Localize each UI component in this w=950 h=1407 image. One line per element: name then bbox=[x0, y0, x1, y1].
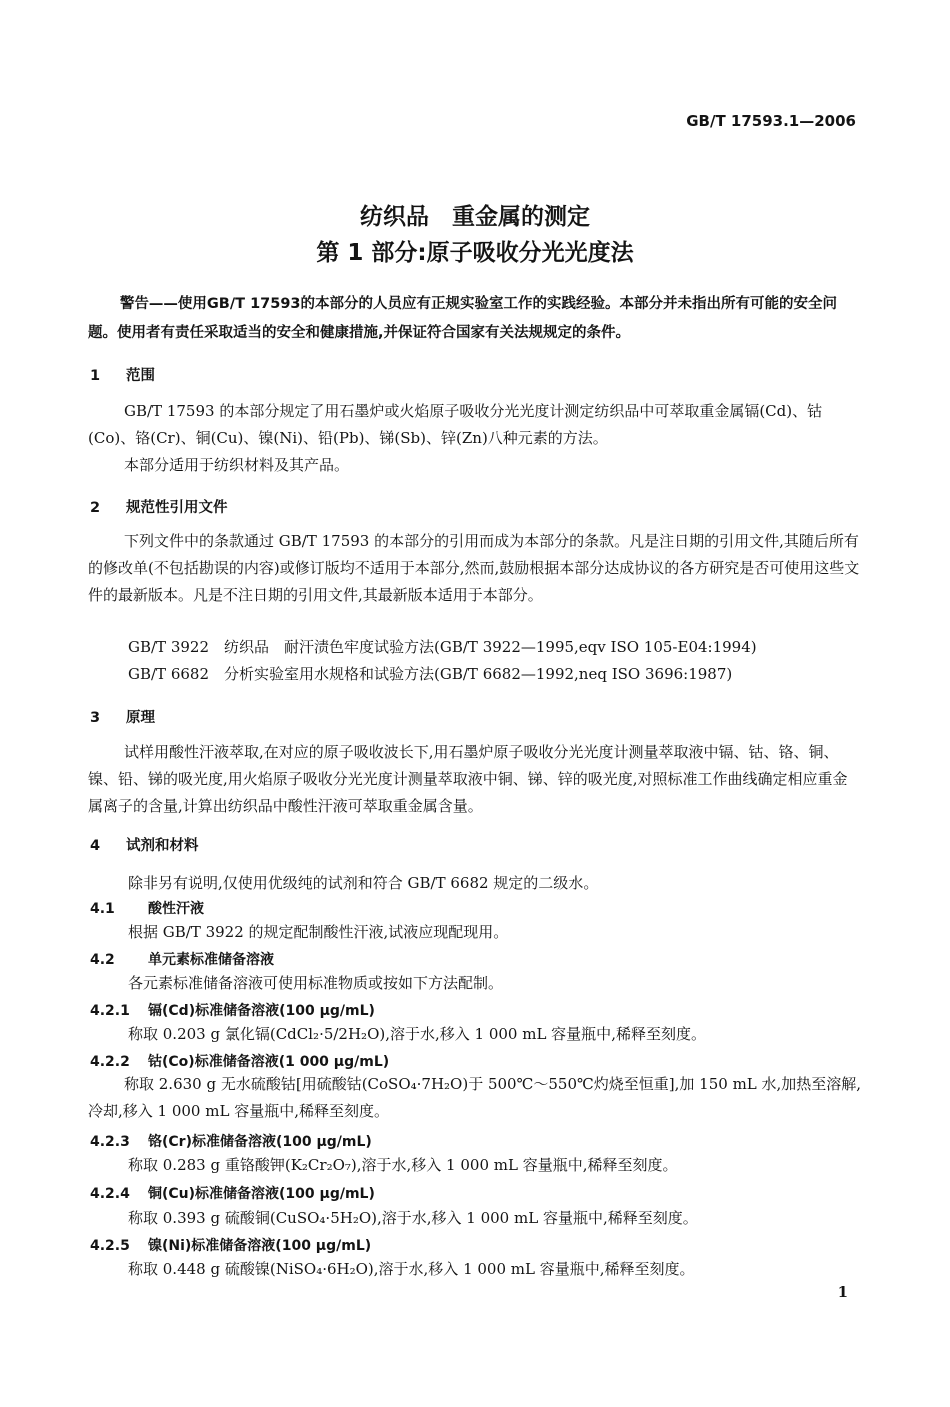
section-2-heading bbox=[90, 496, 228, 517]
subsection-number: 4.2.5 bbox=[90, 1238, 130, 1254]
section-title: 规范性引用文件 bbox=[126, 500, 228, 516]
subsection-number: 4.2 bbox=[90, 952, 115, 968]
scope-applicability: 本部分适用于纺织材料及其产品。 bbox=[124, 456, 350, 474]
section-1-heading bbox=[90, 364, 155, 385]
doc-title: 纺织品 重金属的测定 bbox=[360, 204, 590, 230]
subsection-number: 4.2.2 bbox=[90, 1054, 130, 1070]
section-title: 原理 bbox=[126, 710, 155, 726]
subsection-4-2-3-text: 称取 0.283 g 重铬酸钾(K₂Cr₂O₇),溶于水,移入 1 000 mL 容量瓶中,稀释至刻度。 bbox=[128, 1156, 678, 1174]
subsection-number: 4.2.4 bbox=[90, 1186, 130, 1202]
doc-subtitle: 第 1 部分:原子吸收分光光度法 bbox=[316, 240, 634, 266]
reference-gbt6682: GB/T 6682 分析实验室用水规格和试验方法(GB/T 6682—1992,neq ISO 3696:1987) bbox=[128, 665, 733, 683]
subsection-4-2-4-text: 称取 0.393 g 硫酸铜(CuSO₄·5H₂O),溶于水,移入 1 000 mL 容量瓶中,稀释至刻度。 bbox=[128, 1209, 698, 1227]
subsection-4-2-4-heading bbox=[90, 1183, 375, 1203]
section-number: 1 bbox=[90, 368, 101, 384]
page-number: 1 bbox=[837, 1283, 848, 1301]
section-title: 试剂和材料 bbox=[126, 838, 199, 854]
subsection-title: 镍(Ni)标准储备溶液(100 μg/mL) bbox=[148, 1238, 372, 1254]
scope-paragraph: GB/T 17593 的本部分规定了用石墨炉或火焰原子吸收分光光度计测定纺织品中可萃取重金属镉(Cd)、钴(Co)、铬(Cr)、铜(Cu)、镍(Ni)、铅(Pb)、锑(Sb)、锌(Zn)八种元素的方法。 bbox=[88, 402, 823, 447]
subsection-number: 4.2.1 bbox=[90, 1003, 130, 1019]
reagents-intro: 除非另有说明,仅使用优级纯的试剂和符合 GB/T 6682 规定的二级水。 bbox=[128, 874, 599, 892]
subsection-4-1-heading bbox=[90, 898, 204, 918]
standard-number: GB/T 17593.1—2006 bbox=[686, 112, 856, 130]
references-paragraph: 下列文件中的条款通过 GB/T 17593 的本部分的引用而成为本部分的条款。凡是注日期的引用文件,其随后所有的修改单(不包括勘误的内容)或修订版均不适用于本部分,然而,鼓励根据本部分达成协议的各方研究是否可使用这些文件的最新版本。凡是不注日期的引用文件,其最新版本适用于本部分。 bbox=[88, 532, 860, 604]
subsection-number: 4.1 bbox=[90, 901, 115, 917]
subsection-4-2-2-heading bbox=[90, 1051, 389, 1071]
section-4-heading bbox=[90, 834, 199, 855]
subsection-4-1-text: 根据 GB/T 3922 的规定配制酸性汗液,试液应现配现用。 bbox=[128, 923, 509, 941]
warning-paragraph: 警告——使用GB/T 17593的本部分的人员应有正规实验室工作的实践经验。本部分并未指出所有可能的安全问题。使用者有责任采取适当的安全和健康措施,并保证符合国家有关法规规定的条件。 bbox=[88, 296, 838, 341]
section-number: 4 bbox=[90, 838, 101, 854]
subsection-4-2-text: 各元素标准储备溶液可使用标准物质或按如下方法配制。 bbox=[128, 974, 504, 992]
subsection-4-2-5-heading bbox=[90, 1235, 371, 1255]
subsection-4-2-2-text: 称取 2.630 g 无水硫酸钴[用硫酸钴(CoSO₄·7H₂O)于 500℃～550℃灼烧至恒重],加 150 mL 水,加热至溶解,冷却,移入 1 000 mL 容量瓶中,稀释至刻度。 bbox=[88, 1075, 862, 1120]
subsection-title: 铬(Cr)标准储备溶液(100 μg/mL) bbox=[148, 1134, 372, 1150]
subsection-number: 4.2.3 bbox=[90, 1134, 130, 1150]
subsection-title: 铜(Cu)标准储备溶液(100 μg/mL) bbox=[148, 1186, 375, 1202]
subsection-4-2-heading bbox=[90, 949, 274, 969]
section-number: 3 bbox=[90, 710, 101, 726]
section-title: 范围 bbox=[126, 368, 155, 384]
section-number: 2 bbox=[90, 500, 101, 516]
subsection-title: 镉(Cd)标准储备溶液(100 μg/mL) bbox=[148, 1003, 375, 1019]
subsection-4-2-3-heading bbox=[90, 1131, 372, 1151]
reference-gbt3922: GB/T 3922 纺织品 耐汗渍色牢度试验方法(GB/T 3922—1995,eqv ISO 105-E04:1994) bbox=[128, 638, 757, 656]
subsection-4-2-1-heading bbox=[90, 1000, 375, 1020]
subsection-4-2-1-text: 称取 0.203 g 氯化镉(CdCl₂·5/2H₂O),溶于水,移入 1 000 mL 容量瓶中,稀释至刻度。 bbox=[128, 1025, 706, 1043]
subsection-4-2-5-text: 称取 0.448 g 硫酸镍(NiSO₄·6H₂O),溶于水,移入 1 000 mL 容量瓶中,稀释至刻度。 bbox=[128, 1260, 695, 1278]
principle-paragraph: 试样用酸性汗液萃取,在对应的原子吸收波长下,用石墨炉原子吸收分光光度计测量萃取液中镉、钴、铬、铜、镍、铅、锑的吸光度,用火焰原子吸收分光光度计测量萃取液中铜、锑、锌的吸光度,对照标准工作曲线确定相应重金属离子的含量,计算出纺织品中酸性汗液可萃取重金属含量。 bbox=[88, 743, 848, 815]
subsection-title: 酸性汗液 bbox=[148, 901, 204, 917]
subsection-title: 钴(Co)标准储备溶液(1 000 μg/mL) bbox=[148, 1054, 390, 1070]
subsection-title: 单元素标准储备溶液 bbox=[148, 952, 274, 968]
section-3-heading bbox=[90, 706, 155, 727]
